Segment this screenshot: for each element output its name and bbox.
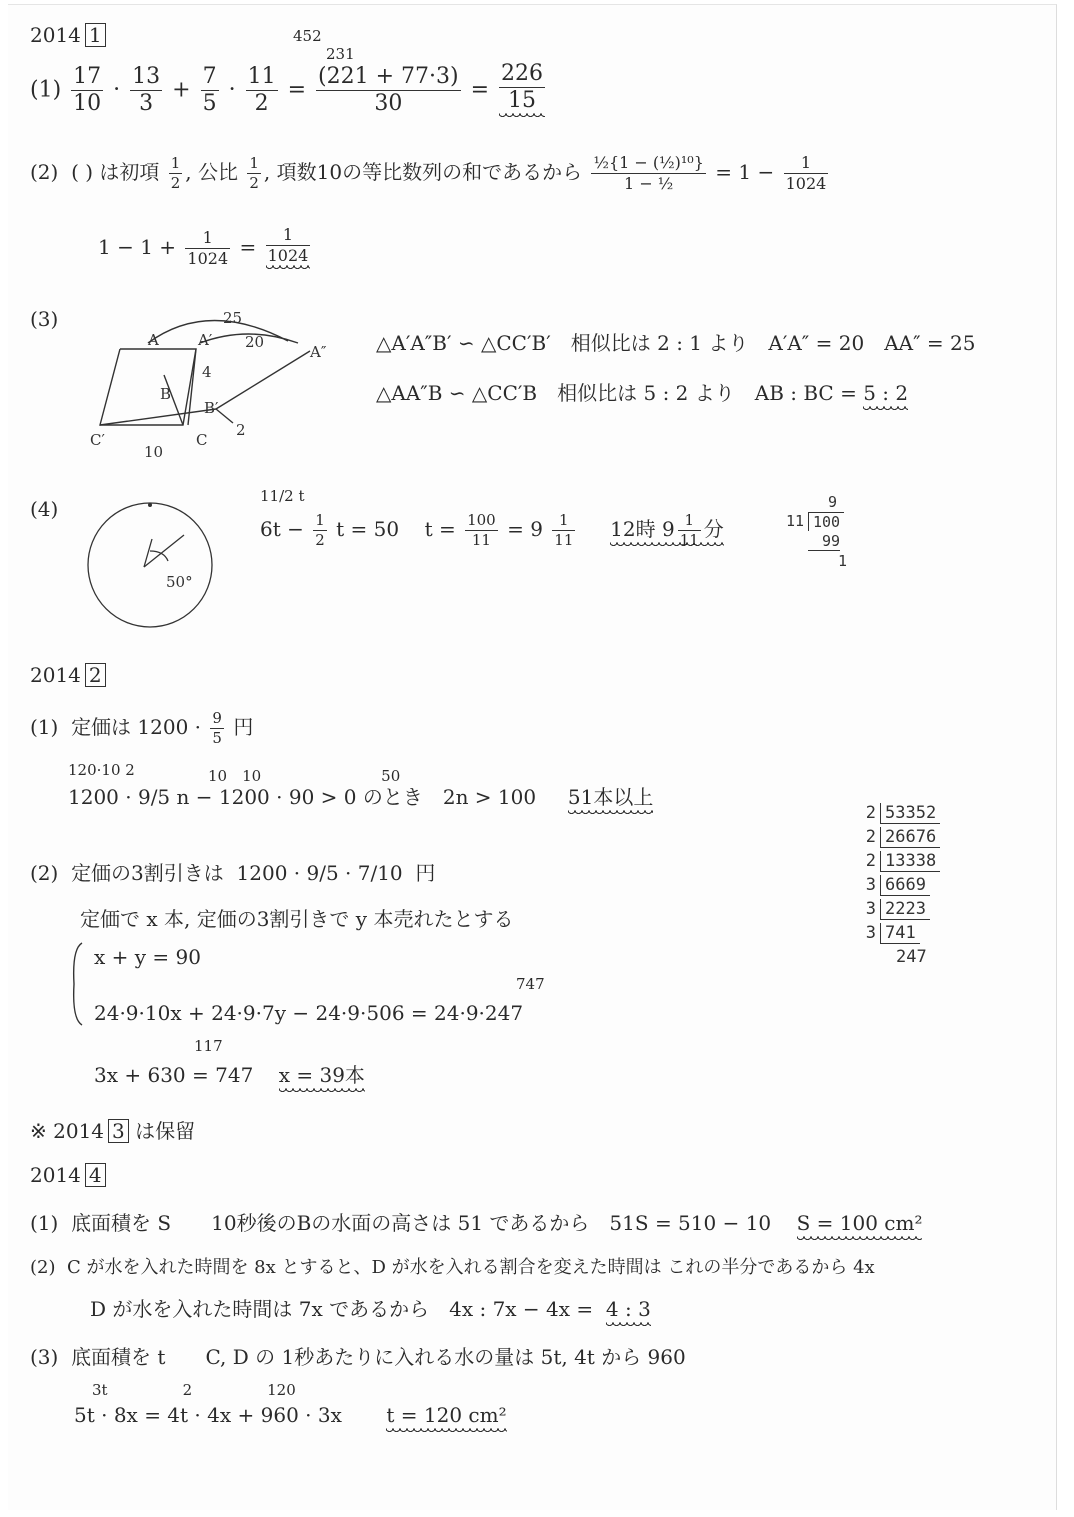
section-2-number-box: 2 (85, 663, 106, 687)
label-A-prime: A′ (198, 331, 213, 349)
s2-q1-note-top2: 10 10 50 (208, 767, 401, 785)
answer-time: 12時 9 $\frac{1}{11}$ 分 (610, 511, 724, 549)
sum-formula: $\frac{\text{½\{1 − (½)¹⁰\}}}{\text{1 − ½}}$ (593, 153, 704, 193)
label-25: 25 (223, 309, 243, 327)
s4-q2-line2: D が水を入れた時間は 7x であるから 4x : 7x − 4x = 4 : 3 (90, 1293, 651, 1322)
label-4: 4 (202, 363, 212, 381)
s2-q2-eq2: 24·9·10x + 24·9·7y − 24·9·506 = 24·9·247 (94, 1001, 524, 1025)
answer-51-or-more: 51本以上 (568, 785, 653, 815)
section-1-number-box: 1 (85, 23, 106, 47)
answer-4-3: 4 : 3 (606, 1297, 651, 1327)
s2-q2-eq3-note: 117 (194, 1037, 223, 1055)
section-3-note: ※ 2014 3 は保留 (30, 1119, 196, 1143)
s2-q2-eq2-note: 747 (516, 975, 545, 993)
answer-5-2: 5 : 2 (863, 381, 908, 411)
frac-7-5: $\frac{7}{5}$ (202, 64, 217, 116)
s1-q1: (1) $\frac{17}{10}$ · $\frac{13}{3}$ + $\frac{7}{5}$ · $\frac{11}{2}$ = $\frac{(221 + 77\cdot 3)}{30}$ = $\frac{226}{15}$ (30, 61, 544, 116)
s2-q1-line2: 1200 · 9/5 n − 1200 · 90 > 0 のとき 2n > 100 51本以上 (68, 781, 653, 810)
s4-q1: (1) 底面積を S 10秒後のBの水面の高さは 51 であるから 51S = 510 − 10 S = 100 cm² (30, 1207, 922, 1236)
s1-q2-line1: (2) ( ) は初項 $\frac{1}{2}$ , 公比 $\frac{1}{2}$ , 項数10の等比数列の和であるから $\frac{\text{½\{1 − (½)¹⁰\}}}{\text{1 − ½}}$ = 1 − $\frac{1}{1024}$ (30, 153, 827, 193)
s4-q3-note: 3t 2 120 (92, 1381, 296, 1399)
section-4-number-box: 4 (85, 1163, 106, 1187)
s1-q3-label: (3) (30, 307, 59, 331)
label-B-prime: B′ (204, 399, 219, 417)
label-C-prime: C′ (90, 431, 105, 449)
s4-q3-line1: (3) 底面積を t C, D の 1秒あたりに入れる水の量は 5t, 4t から 960 (30, 1345, 686, 1369)
long-division-100-11: 9 11 100 99 1 (785, 493, 848, 570)
section-2-heading: 2014 2 (30, 663, 106, 687)
s1-q4-label: (4) (30, 497, 59, 521)
frac-13-3: $\frac{13}{3}$ (132, 64, 161, 116)
label-A: A (148, 331, 159, 349)
s2-q2-eq3: 3x + 630 = 747 x = 39本 (94, 1059, 365, 1088)
section-4-heading: 2014 4 (30, 1163, 106, 1187)
section-1-heading: 2014 1 (30, 23, 106, 47)
label-A-double-prime: A″ (310, 343, 327, 361)
answer-226-15: $\frac{226}{15}$ (499, 63, 545, 118)
frac-11-2: $\frac{11}{2}$ (247, 64, 276, 116)
s1-q4-equation: 6t − $\frac{1}{2}$ t = 50 t = $\frac{100}{11}$ = 9 $\frac{1}{11}$ 12時 9 $\frac{1}{11}$ 分 (260, 511, 724, 549)
angle-label: 50° (166, 573, 193, 591)
label-10: 10 (144, 443, 164, 461)
brace-icon (66, 939, 86, 1029)
s2-q2-eq1: x + y = 90 (94, 945, 201, 969)
s1-q3-line2: △AA″B ∽ △CC′B 相似比は 5 : 2 より AB : BC = 5 : 2 (376, 377, 908, 406)
s2-q1-note-top: 120·10 2 (68, 761, 135, 779)
frac-17-10: $\frac{17}{10}$ (73, 64, 102, 116)
label-20: 20 (245, 333, 265, 351)
label-C: C (196, 431, 208, 449)
trapezoid-figure (88, 305, 358, 465)
s2-q2-line1: (2) 定価の3割引きは 1200 · 9/5 · 7/10 円 (30, 861, 436, 885)
answer-1-1024: $\frac{1}{1024}$ (266, 227, 311, 270)
answer-sheet (8, 4, 1057, 1510)
s4-q2-line1: (2) C が水を入れた時間を 8x とすると、D が水を入れる割合を変えた時間は これの半分であるから 4x (30, 1257, 875, 1278)
clock-figure (80, 495, 220, 635)
s1-q3-line1: △A′A″B′ ∽ △CC′B′ 相似比は 2 : 1 より A′A″ = 20 AA″ = 25 (376, 331, 976, 355)
s4-q3-line2: 5t · 8x = 4t · 4x + 960 · 3x t = 120 cm² (74, 1403, 507, 1427)
answer-t-120: t = 120 cm² (386, 1403, 506, 1433)
s1-q1-note-452: 452 (293, 27, 322, 45)
section-3-number-box: 3 (108, 1119, 129, 1143)
s1-q4-note: 11/2 t (260, 487, 305, 505)
s1-q2-line2: 1 − 1 + $\frac{1}{1024}$ = $\frac{1}{1024}$ (98, 225, 309, 268)
answer-x-39: x = 39本 (279, 1063, 365, 1093)
answer-S-100: S = 100 cm² (797, 1211, 923, 1241)
s1-q1-note-231: 231 (326, 45, 355, 63)
s2-q1-line1: (1) 定価は 1200 · $\frac{9}{5}$ 円 (30, 709, 254, 747)
prime-factorization: 2 53352 2 26676 2 13338 3 6669 3 2223 3 741 247 (856, 801, 940, 969)
s2-q2-line2: 定価で x 本, 定価の3割引きで y 本売れたとする (80, 907, 514, 931)
label-2: 2 (236, 421, 246, 439)
frac-sum-30: $\frac{(221 + 77\cdot 3)}{30}$ (318, 64, 459, 116)
label-B: B (160, 385, 172, 403)
